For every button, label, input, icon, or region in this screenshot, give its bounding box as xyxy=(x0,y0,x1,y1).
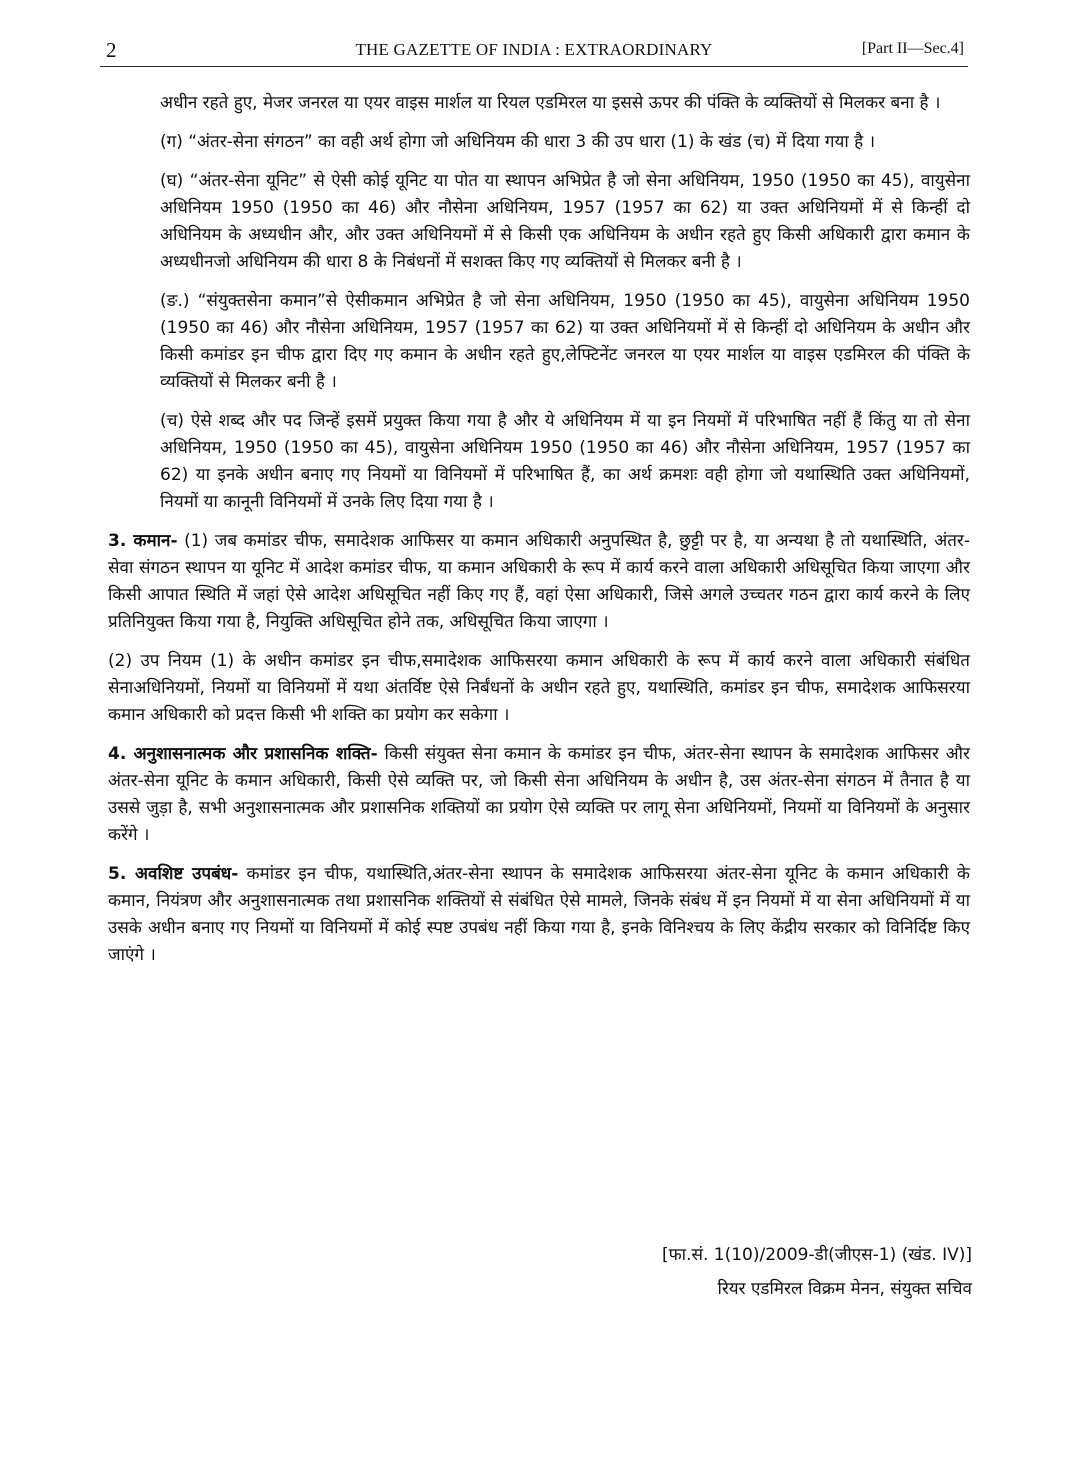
clause-b-continuation: अधीन रहते हुए, मेजर जनरल या एयर वाइस मार्शल या रियल एडमिरल या इससे ऊपर की पंक्ति के व्यक्तियों से मिलकर बना है । xyxy=(160,93,941,113)
section-5 xyxy=(108,861,970,969)
clause-ch: (च) ऐसे शब्द और पद जिन्हें इसमें प्रयुक्त किया गया है और ये अधिनियम में या इन नियमों में परिभाषित नहीं हैं किंतु या तो सेना अधिनियम, 1950 (1950 का 45), वायुसेना अधिनियम 1950 (1950 का 46) और नौसेना अधिनियम, 1957 (1957 का 62) या इनके अधीन बनाए गए नियमों या विनियमों में परिभाषित हैं, का अर्थ क्रमशः वही होगा जो यथास्थिति उक्त अधिनियमों, नियमों या कानूनी विनियमों में उनके लिए दिया गया है । xyxy=(160,411,970,512)
page-number: 2 xyxy=(106,38,117,62)
signature-block xyxy=(662,1238,972,1306)
signatory: रियर एडमिरल विक्रम मेनन, संयुक्त सचिव xyxy=(717,1279,972,1299)
page-header xyxy=(100,36,968,67)
clause-gh: (घ) “अंतर-सेना यूनिट” से ऐसी कोई यूनिट या पोत या स्थापन अभिप्रेत है जो सेना अधिनियम, 1950 (1950 का 45), वायुसेना अधिनियम 1950 (1950 का 46) और नौसेना अधिनियम, 1957 (1957 का 62) या उक्त अधिनियमों में से किन्हीं दो अधिनियम के अध्यधीन और, और उक्त अधिनियमों में से किसी एक अधिनियम के अधीन रहते हुए किसी अधिकारी द्वारा कमान के अध्यधीनजो अधिनियम की धारा 8 के निबंधनों में सशक्त किए गए व्यक्तियों से मिलकर बनी है । xyxy=(160,171,970,272)
section-3 xyxy=(108,528,970,636)
section-3-heading: 3. कमान- xyxy=(108,531,178,551)
section-5-heading: 5. अवशिष्ट उपबंध- xyxy=(108,864,239,884)
section-4 xyxy=(108,741,970,849)
clause-d: (ङ.) “संयुक्तसेना कमान”से ऐसीकमान अभिप्रेत है जो सेना अधिनियम, 1950 (1950 का 45), वायुसेना अधिनियम 1950 (1950 का 46) और नौसेना अधिनियम, 1957 (1957 का 62) या उक्त अधिनियमों में से किन्हीं दो अधिनियम के अधीन और किसी कमांडर इन चीफ द्वारा दिए गए कमान के अधीन रहते हुए,लेफ्टिनेंट जनरल या एयर मार्शल या वाइस एडमिरल की पंक्ति के व्यक्तियों से मिलकर बनी है । xyxy=(160,291,970,392)
part-section: [Part II—Sec.4] xyxy=(861,40,964,57)
clause-g: (ग) “अंतर-सेना संगठन” का वही अर्थ होगा जो अधिनियम की धारा 3 की उप धारा (1) के खंड (च) में दिया गया है । xyxy=(160,132,876,152)
gazette-title: THE GAZETTE OF INDIA : EXTRAORDINARY xyxy=(355,40,713,59)
section-3-subrule-2: (2) उप नियम (1) के अधीन कमांडर इन चीफ,समादेशक आफिसरया कमान अधिकारी के रूप में कार्य करने वाला अधिकारी संबंधित सेनाअधिनियमों, नियमों या विनियमों में यथा अंतर्विष्ट ऐसे निर्बंधनों के अधीन रहते हुए, यथास्थिति, कमांडर इन चीफ, समादेशक आफिसरया कमान अधिकारी को प्रदत्त किसी भी शक्ति का प्रयोग कर सकेगा । xyxy=(108,651,970,725)
section-4-heading: 4. अनुशासनात्मक और प्रशासनिक शक्ति- xyxy=(108,744,378,764)
document-body xyxy=(108,90,970,981)
section-5-text: कमांडर इन चीफ, यथास्थिति,अंतर-सेना स्थापन के समादेशक आफिसरया अंतर-सेना यूनिट के कमान अधिकारी के कमान, नियंत्रण और अनुशासनात्मक तथा प्रशासनिक शक्तियों से संबंधित ऐसे मामले, जिनके संबंध में इन नियमों में या सेना अधिनियमों में या उसके अधीन बनाए गए नियमों या विनियमों में कोई स्पष्ट उपबंध नहीं किया गया है, इनके विनिश्चय के लिए केंद्रीय सरकार को विनिर्दिष्ट किए जाएंगे । xyxy=(108,864,970,965)
section-3-text: (1) जब कमांडर चीफ, समादेशक आफिसर या कमान अधिकारी अनुपस्थित है, छुट्टी पर है, या अन्यथा है तो यथास्थिति, अंतर-सेवा संगठन स्थापन या यूनिट में आदेश कमांडर चीफ, या कमान अधिकारी के रूप में कार्य करने वाला अधिकारी अधिसूचित किया जाएगा और किसी आपात स्थिति में जहां ऐसे आदेश अधिसूचित नहीं किए गए हैं, वहां ऐसा अधिकारी, जिसे अगले उच्चतर गठन द्वारा कार्य करने के लिए प्रतिनियुक्त किया गया है, नियुक्ति अधिसूचित होने तक, अधिसूचित किया जाएगा । xyxy=(108,531,970,632)
section-4-text: किसी संयुक्त सेना कमान के कमांडर इन चीफ, अंतर-सेना स्थापन के समादेशक आफिसर और अंतर-सेना यूनिट के कमान अधिकारी, किसी ऐसे व्यक्ति पर, जो किसी सेना अधिनियम के अधीन है, उस अंतर-सेना संगठन में तैनात है या उससे जुड़ा है, सभी अनुशासनात्मक और प्रशासनिक शक्तियों का प्रयोग ऐसे व्यक्ति पर लागू सेना अधिनियमों, नियमों या विनियमों के अनुसार करेंगे । xyxy=(108,744,970,845)
file-number: [फा.सं. 1(10)/2009-डी(जीएस-1) (खंड. IV)] xyxy=(661,1245,972,1265)
